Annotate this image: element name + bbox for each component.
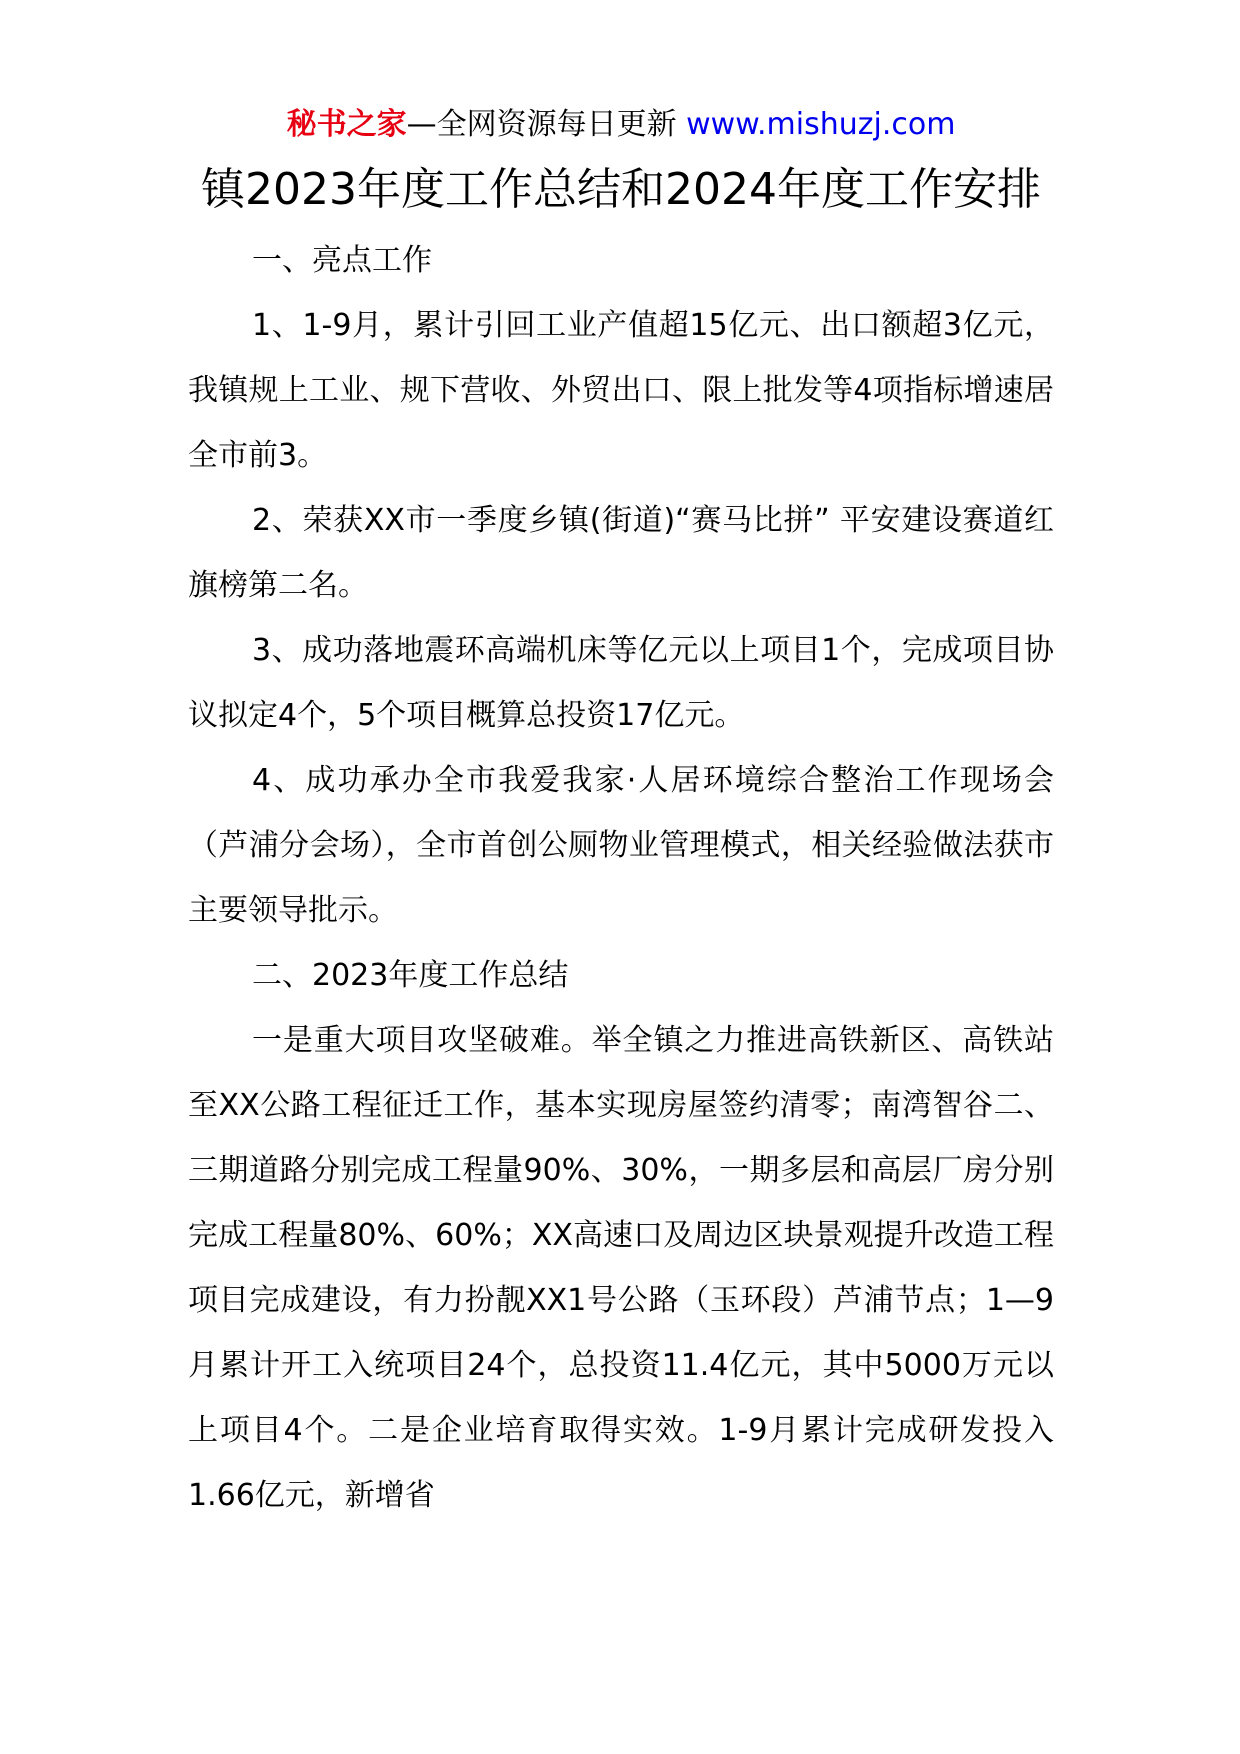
section-heading-highlights: 一、亮点工作 — [252, 243, 432, 278]
paragraph-item-2: 2、荣获XX市一季度乡镇(街道)“赛马比拼” 平安建设赛道红旗榜第二名。 — [188, 503, 1054, 603]
paragraph-item-4: 4、成功承办全市我爱我家·人居环境综合整治工作现场会（芦浦分会场），全市首创公厕物业管理模式，相关经验做法获市主要领导批示。 — [188, 763, 1054, 928]
paragraph-item-3: 3、成功落地震环高端机床等亿元以上项目1个，完成项目协议拟定4个，5个项目概算总投资17亿元。 — [188, 633, 1054, 733]
section-heading-summary: 二、2023年度工作总结 — [252, 958, 569, 993]
document-body — [188, 228, 1054, 1528]
document-page — [188, 96, 1054, 1528]
paragraph-summary-body: 一是重大项目攻坚破难。举全镇之力推进高铁新区、高铁站至XX公路工程征迁工作，基本实现房屋签约清零；南湾智谷二、三期道路分别完成工程量90%、30%，一期多层和高层厂房分别完成工程量80%、60%；XX高速口及周边区块景观提升改造工程项目完成建设，有力扮靓XX1号公路（玉环段）芦浦节点；1—9月累计开工入统项目24个，总投资11.4亿元，其中5000万元以上项目4个。二是企业培育取得实效。1-9月累计完成研发投入1.66亿元，新增省 — [188, 1023, 1054, 1513]
document-title: 镇2023年度工作总结和2024年度工作安排 — [201, 164, 1041, 215]
header-slogan: —全网资源每日更新 — [406, 107, 687, 142]
brand-name: 秘书之家 — [286, 107, 407, 142]
paragraph-item-1: 1、1-9月，累计引回工业产值超15亿元、出口额超3亿元，我镇规上工业、规下营收、外贸出口、限上批发等4项指标增速居全市前3。 — [188, 308, 1054, 473]
site-header — [188, 96, 1054, 154]
site-url-link[interactable]: www.mishuzj.com — [686, 107, 956, 142]
